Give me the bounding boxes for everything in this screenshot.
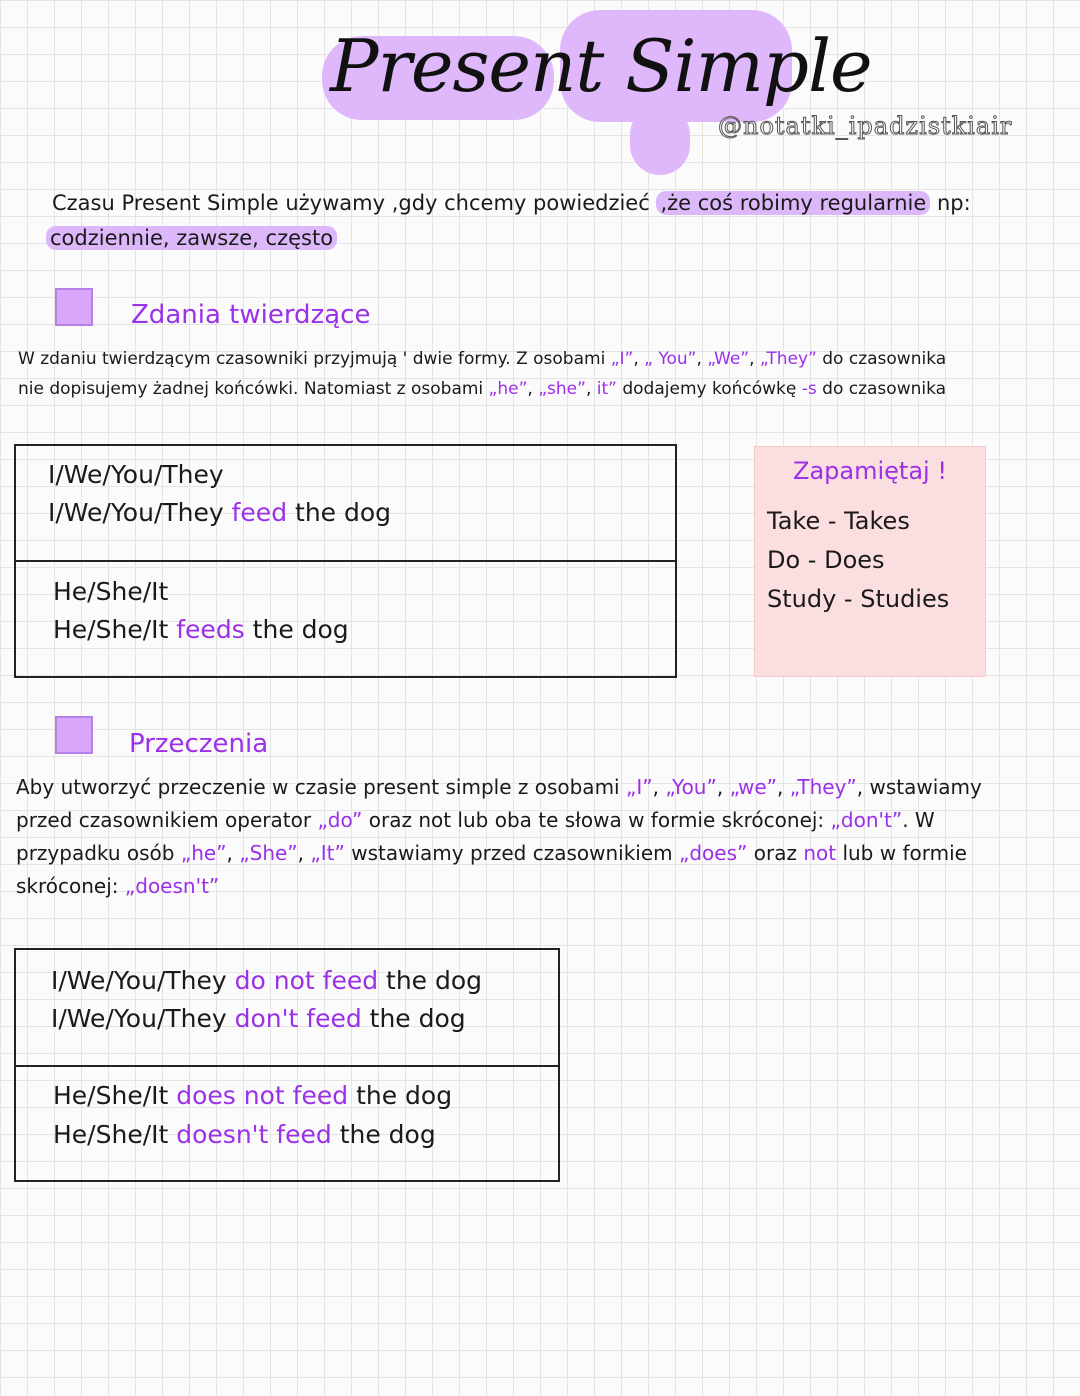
- operator-dont: „don't”: [830, 808, 903, 832]
- negation: do not: [234, 966, 315, 995]
- pronoun-it: it”: [596, 379, 617, 399]
- para-text: W zdaniu twierdzącym czasowniki przyjmują ' dwie formy. Z osobami: [18, 349, 611, 369]
- separator: ,: [297, 841, 311, 865]
- negative-paragraph: [16, 771, 982, 903]
- separator: ,: [652, 775, 666, 799]
- pronoun-he: „he”: [180, 841, 227, 865]
- section-title-affirmative: Zdania twierdzące: [131, 300, 371, 330]
- separator: ,: [716, 775, 730, 799]
- table-row-example: [51, 962, 482, 1000]
- separator: ,: [226, 841, 240, 865]
- separator: ,: [696, 349, 708, 369]
- pronoun-it: „It”: [310, 841, 345, 865]
- page-title: Present Simple: [330, 24, 872, 108]
- para-text: wstawiamy przed czasownikiem: [344, 841, 679, 865]
- verb: feed: [231, 498, 288, 527]
- operator-not: not: [803, 841, 837, 865]
- para-text: do czasownika: [816, 349, 947, 369]
- negative-table: [14, 948, 560, 1182]
- note-title: Zapamiętaj !: [793, 457, 947, 485]
- pronoun-she: „She”: [239, 841, 298, 865]
- section-bullet-box: [55, 716, 93, 754]
- verb: feeds: [176, 615, 245, 644]
- object: the dog: [356, 1081, 453, 1110]
- intro-text: Czasu Present Simple używamy ,gdy chcemy powiedzieć: [52, 191, 657, 215]
- separator: ,: [777, 775, 790, 799]
- author-handle: @notatki_ipadzistkiair: [718, 112, 1013, 140]
- affirmative-paragraph: [18, 344, 946, 404]
- table-row-subject: I/We/You/They: [48, 460, 224, 489]
- table-row-subject: He/She/It: [53, 577, 169, 606]
- subject: I/We/You/They: [51, 1004, 227, 1033]
- pronoun-you: „ You”: [644, 349, 697, 369]
- note-line: Do - Does: [767, 546, 885, 574]
- operator-doesnt: „doesn't”: [124, 874, 220, 898]
- para-text: lub w formie: [836, 841, 967, 865]
- table-row-example: [53, 611, 349, 649]
- para-text: oraz not lub oba te słowa w formie skróconej:: [362, 808, 831, 832]
- separator: ,: [749, 349, 760, 369]
- subject: He/She/It: [53, 1120, 169, 1149]
- verb: feed: [306, 1004, 362, 1033]
- subject: I/We/You/They: [51, 966, 227, 995]
- table-divider: [16, 1065, 558, 1067]
- intro-highlight: ,że coś robimy regularnie: [656, 191, 930, 215]
- para-text: skróconej:: [16, 874, 125, 898]
- para-text: przypadku osób: [16, 841, 181, 865]
- title-highlight: [630, 105, 690, 175]
- intro-paragraph: [52, 186, 1052, 256]
- operator-does: „does”: [679, 841, 748, 865]
- negation: doesn't: [176, 1120, 269, 1149]
- object: the dog: [339, 1120, 436, 1149]
- separator: ,: [527, 379, 539, 399]
- object: the dog: [386, 966, 483, 995]
- negation: does not: [176, 1081, 285, 1110]
- para-text: przed czasownikiem operator: [16, 808, 318, 832]
- object: the dog: [252, 615, 349, 644]
- subject: He/She/It: [53, 1081, 169, 1110]
- separator: ,: [585, 379, 597, 399]
- affirmative-table: [14, 444, 677, 678]
- object: the dog: [295, 498, 392, 527]
- verb: feed: [322, 966, 379, 995]
- pronoun-we: „we”: [729, 775, 778, 799]
- verb: feed: [276, 1120, 332, 1149]
- object: the dog: [369, 1004, 466, 1033]
- pronoun-we: „We”: [707, 349, 750, 369]
- note-line: Study - Studies: [767, 585, 950, 613]
- negation: don't: [234, 1004, 299, 1033]
- table-row-example: [48, 494, 391, 532]
- pronoun-you: „You”: [665, 775, 717, 799]
- para-text: oraz: [747, 841, 804, 865]
- separator: ,: [633, 349, 645, 369]
- para-text: Aby utworzyć przeczenie w czasie present simple z osobami: [16, 775, 626, 799]
- operator-do: „do”: [317, 808, 363, 832]
- para-text: nie dopisujemy żadnej końcówki. Natomiast z osobami: [18, 379, 489, 399]
- note-line: Take - Takes: [767, 507, 910, 535]
- pronoun-i: „I”: [610, 349, 634, 369]
- intro-text-after: np:: [930, 191, 971, 215]
- pronoun-they: „They”: [759, 349, 817, 369]
- subject: He/She/It: [53, 615, 169, 644]
- para-text: , wstawiamy: [856, 775, 982, 799]
- table-row-example: [53, 1077, 452, 1115]
- para-text: . W: [902, 808, 935, 832]
- subject: I/We/You/They: [48, 498, 224, 527]
- intro-examples: codziennie, zawsze, często: [46, 226, 337, 250]
- pronoun-i: „I”: [625, 775, 653, 799]
- pronoun-they: „They”: [789, 775, 857, 799]
- section-title-negative: Przeczenia: [129, 729, 269, 759]
- para-text: dodajemy końcówkę: [616, 379, 802, 399]
- verb: feed: [292, 1081, 349, 1110]
- table-divider: [16, 560, 675, 562]
- section-bullet-box: [55, 288, 93, 326]
- para-text: do czasownika: [816, 379, 947, 399]
- table-row-example: [51, 1000, 466, 1038]
- remember-note: [754, 446, 986, 677]
- suffix-s: -s: [801, 379, 817, 399]
- table-row-example: [53, 1116, 436, 1154]
- pronoun-she: „she”: [538, 379, 586, 399]
- pronoun-he: „he”: [488, 379, 528, 399]
